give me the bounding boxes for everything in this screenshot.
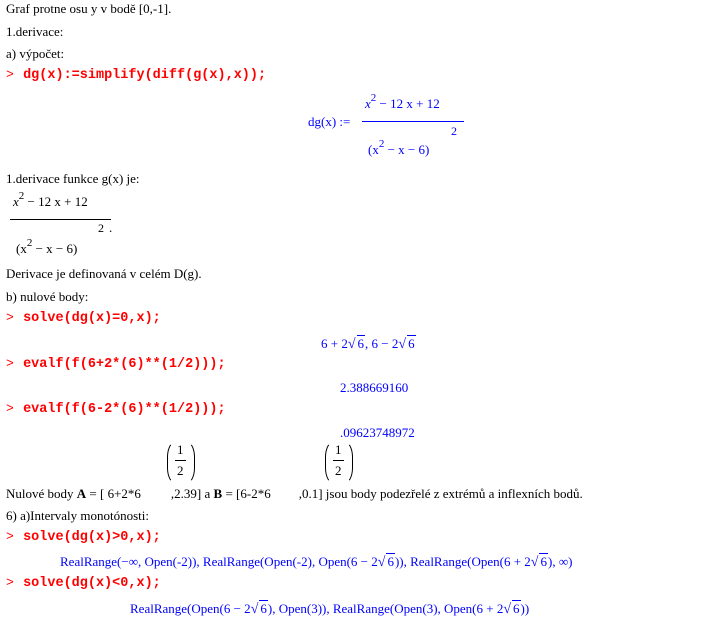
command-line[interactable] bbox=[6, 66, 266, 83]
maple-command[interactable]: evalf(f(6-2*(6)**(1/2))); bbox=[23, 402, 226, 417]
prompt: > bbox=[6, 67, 14, 82]
maple-command[interactable]: evalf(f(6+2*(6)**(1/2))); bbox=[23, 357, 226, 372]
maple-command[interactable]: solve(dg(x)>0,x); bbox=[23, 530, 161, 545]
command-line[interactable] bbox=[6, 400, 226, 417]
solve-output: 6 + 2√ 6, 6 − 2√ 6 bbox=[321, 336, 415, 352]
text-line: 1.derivace: bbox=[6, 24, 64, 39]
text-line: a) výpočet: bbox=[6, 46, 65, 61]
text-line: Derivace je definovaná v celém D(g). bbox=[6, 266, 202, 281]
inline-denominator: $(x^2 - x - 6)$ bbox=[16, 237, 78, 256]
text-line: 1.derivace funkce g(x) je: bbox=[6, 171, 140, 186]
command-line[interactable] bbox=[6, 309, 161, 326]
prompt: > bbox=[6, 310, 14, 325]
prompt: > bbox=[6, 401, 14, 416]
inline-numerator: $x^2 - 12$ x + 12 bbox=[13, 190, 88, 209]
text-line: Nulové body A = [ 6+2*6 ,2.39] a B = [6-2*6 ,0.1] jsou body podezřelé z extrémů a inflexních bodů. bbox=[6, 486, 583, 501]
command-line[interactable] bbox=[6, 528, 161, 545]
half-numerator: 1 bbox=[335, 442, 342, 457]
maple-command[interactable]: solve(dg(x)=0,x); bbox=[23, 311, 161, 326]
command-line[interactable] bbox=[6, 574, 161, 591]
prompt: > bbox=[6, 529, 14, 544]
text-line: Graf protne osu y v bodě [0,-1]. bbox=[6, 1, 172, 16]
fraction-denominator: $(x^2 - x - 6)$ bbox=[368, 138, 430, 157]
inline-denominator-power: 2 bbox=[98, 221, 104, 235]
half-denominator: 2 bbox=[335, 463, 342, 478]
denominator-power: 2 bbox=[451, 124, 457, 138]
inline-fraction-bar bbox=[10, 219, 111, 220]
evalf-output: 2.388669160 bbox=[340, 380, 409, 395]
prompt: > bbox=[6, 575, 14, 590]
half-numerator: 1 bbox=[177, 442, 184, 457]
half-bar bbox=[333, 460, 344, 461]
half-bar bbox=[175, 460, 186, 461]
maple-command[interactable]: dg(x):=simplify(diff(g(x),x)); bbox=[23, 68, 267, 83]
realrange-output: RealRange(Open(6 − 2√ 6), Open(3)), RealRange(Open(3), Open(6 + 2√ 6)) bbox=[130, 601, 530, 617]
prompt: > bbox=[6, 356, 14, 371]
text-line: 6) a)Intervaly monotónosti: bbox=[6, 508, 149, 523]
command-line[interactable] bbox=[6, 355, 226, 372]
maple-command[interactable]: solve(dg(x)<0,x); bbox=[23, 576, 161, 591]
half-denominator: 2 bbox=[177, 463, 184, 478]
fraction-bar bbox=[362, 121, 464, 122]
inline-dot: . bbox=[109, 220, 113, 235]
text-line: b) nulové body: bbox=[6, 289, 89, 304]
output-lhs: dg(x) := bbox=[308, 114, 351, 129]
realrange-output: RealRange(−∞, Open(-2)), RealRange(Open(-2), Open(6 − 2√ 6)), RealRange(Open(6 + 2√ 6), ∞) bbox=[60, 554, 573, 570]
evalf-output: .09623748972 bbox=[340, 425, 415, 440]
fraction-numerator: $x^2 - 12$ x + 12 bbox=[365, 92, 440, 111]
